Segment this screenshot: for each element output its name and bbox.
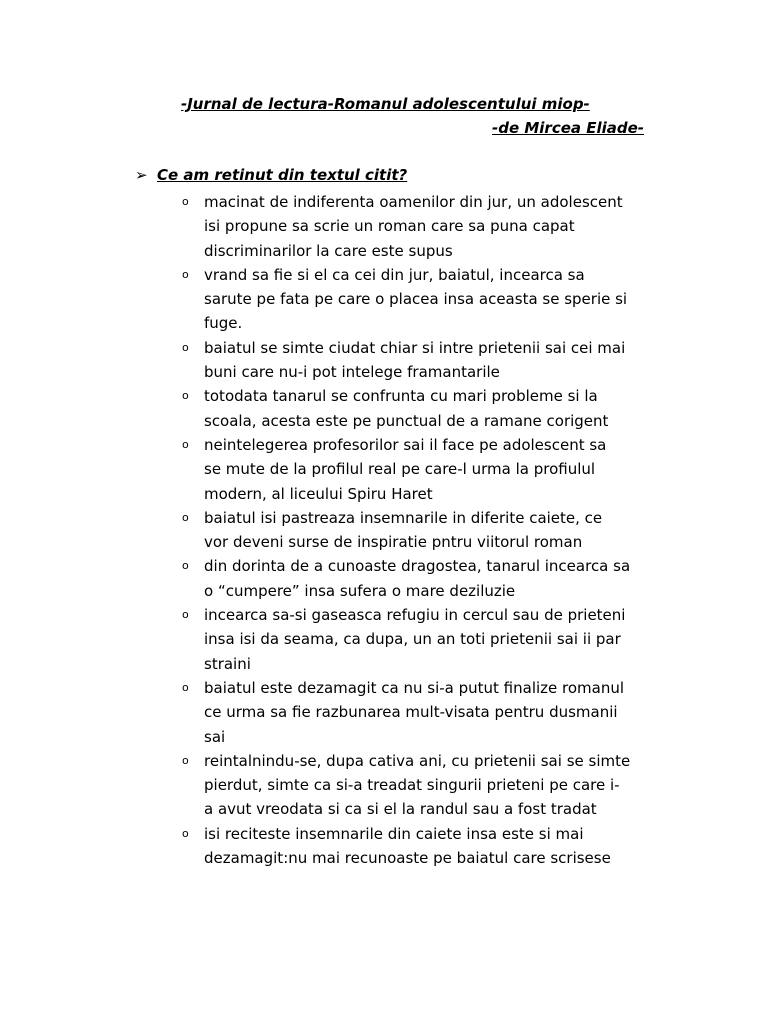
list-item (177, 263, 697, 336)
circle-bullet-icon: o (182, 510, 189, 524)
arrow-bullet-icon: ➢ (135, 166, 148, 184)
list-item (177, 433, 697, 506)
list-item-line: dezamagit:nu mai recunoaste pe baiatul care scrisese (204, 849, 611, 868)
list-item-line: straini (204, 654, 251, 673)
list-item-line: buni care nu-i pot intelege framantarile (204, 363, 500, 382)
list-item-line: sarute pe fata pe care o placea insa aceasta se sperie si (204, 290, 628, 309)
list-item-line: o “cumpere” insa sufera o mare deziluzie (204, 581, 516, 600)
circle-bullet-icon: o (182, 826, 189, 840)
list-item (177, 554, 697, 603)
list-item-line: reintalnindu-se, dupa cativa ani, cu prietenii sai se simte (204, 751, 631, 770)
list-item-line: din dorinta de a cunoaste dragostea, tanarul incearca sa (204, 557, 631, 576)
list-item-line: fuge. (204, 314, 243, 333)
list-item-line: baiatul este dezamagit ca nu si-a putut finalize romanul (204, 678, 625, 697)
list-item-line: totodata tanarul se confrunta cu mari probleme si la (204, 387, 598, 406)
document-author: -de Mircea Eliade- (492, 119, 645, 137)
section-heading-text: Ce am retinut din textul citit? (157, 166, 408, 184)
list-item (177, 336, 697, 385)
list-item-line: vrand sa fie si el ca cei din jur, baiatul, incearca sa (204, 265, 585, 284)
list-item (177, 603, 697, 676)
list-item-line: pierdut, simte ca si-a treadat singurii prieteni pe care i- (204, 776, 620, 795)
list-item-line: sai (204, 727, 226, 746)
circle-bullet-icon: o (182, 389, 189, 403)
list-item-line: discriminarilor la care este supus (204, 241, 453, 260)
circle-bullet-icon: o (182, 680, 189, 694)
document-title: -Jurnal de lectura-Romanul adolescentului miop- (181, 95, 590, 113)
list-item-line: vor deveni surse de inspiratie pntru viitorul roman (204, 533, 583, 552)
list-item-line: isi propune sa scrie un roman care sa puna capat (204, 217, 575, 236)
list-item-line: neintelegerea profesorilor sai il face pe adolescent sa (204, 435, 607, 454)
circle-bullet-icon: o (182, 608, 189, 622)
list-item-line: a avut vreodata si ca si el la randul sau a fost tradat (204, 800, 597, 819)
list-item-line: baiatul se simte ciudat chiar si intre prietenii sai cei mai (204, 338, 626, 357)
circle-bullet-icon: o (182, 437, 189, 451)
circle-bullet-icon: o (182, 340, 189, 354)
list-item-line: insa isi da seama, ca dupa, un an toti prietenii sai ii par (204, 630, 621, 649)
circle-bullet-icon: o (182, 195, 189, 208)
circle-bullet-icon: o (182, 267, 189, 281)
section-heading (135, 166, 407, 184)
list-item-line: se mute de la profilul real pe care-l urma la profiulul (204, 460, 596, 479)
list-item-line: baiatul isi pastreaza insemnarile in diferite caiete, ce (204, 508, 603, 527)
list-item (177, 676, 697, 749)
bullet-list (177, 190, 697, 870)
list-item (177, 822, 697, 871)
circle-bullet-icon: o (182, 559, 189, 573)
list-item-line: scoala, acesta este pe punctual de a ramane corigent (204, 411, 609, 430)
list-item-line: macinat de indiferenta oamenilor din jur, un adolescent (204, 193, 623, 211)
list-item (177, 506, 697, 555)
list-item (177, 190, 697, 263)
list-item-line: modern, al liceului Spiru Haret (204, 484, 433, 503)
list-item-line: incearca sa-si gaseasca refugiu in cercul sau de prieteni (204, 606, 626, 625)
circle-bullet-icon: o (182, 753, 189, 767)
list-item (177, 384, 697, 433)
list-item-line: ce urma sa fie razbunarea mult-visata pentru dusmanii (204, 703, 618, 722)
list-item (177, 749, 697, 822)
list-item-line: isi reciteste insemnarile din caiete insa este si mai (204, 824, 584, 843)
